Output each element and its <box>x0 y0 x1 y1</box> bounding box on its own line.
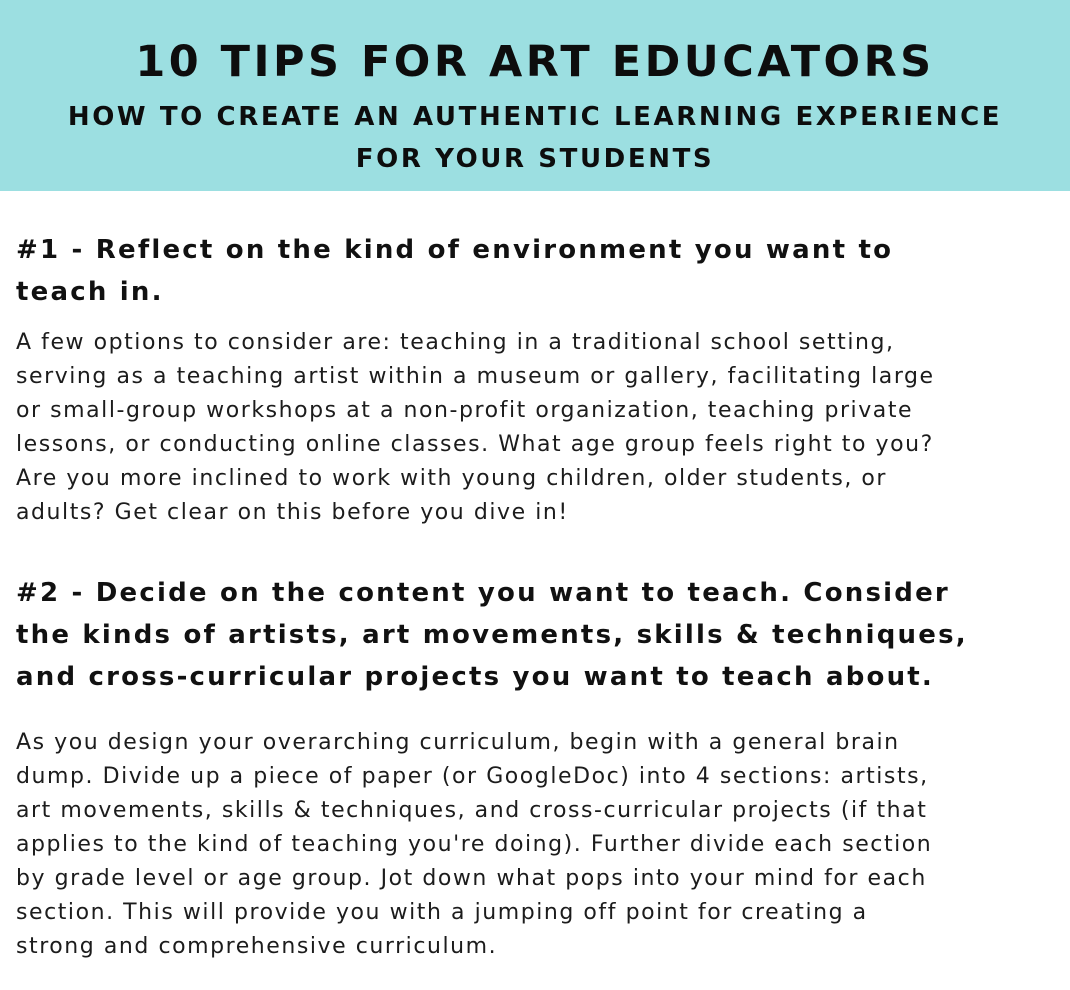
tip-body-line: As you design your overarching curriculum, begin with a general brain <box>16 730 900 755</box>
tip-body-line: dump. Divide up a piece of paper (or GoogleDoc) into 4 sections: artists, <box>16 764 929 789</box>
tip-body-line: adults? Get clear on this before you dive in! <box>16 500 569 525</box>
tip-heading-line: teach in. <box>16 277 164 307</box>
tip-body-line: serving as a teaching artist within a museum or gallery, facilitating large <box>16 364 935 389</box>
tip-body-line: by grade level or age group. Jot down what pops into your mind for each <box>16 866 927 891</box>
tip-body <box>16 326 1056 530</box>
tip-body <box>16 726 1056 964</box>
page-subtitle <box>0 96 1070 180</box>
tip-heading-line: and cross-curricular projects you want to teach about. <box>16 662 934 692</box>
tip-body-line: art movements, skills & techniques, and cross-curricular projects (if that <box>16 798 928 823</box>
tip-heading-line: the kinds of artists, art movements, skills & techniques, <box>16 620 968 650</box>
tip-body-line: strong and comprehensive curriculum. <box>16 934 498 959</box>
header-banner <box>0 0 1070 191</box>
tip-body-line: Are you more inclined to work with young children, older students, or <box>16 466 888 491</box>
tip-heading-line: #2 - Decide on the content you want to teach. Consider <box>16 578 950 608</box>
page-title: 10 TIPS FOR ART EDUCATORS <box>135 37 935 87</box>
tip-1 <box>16 229 1056 530</box>
tip-body-line: A few options to consider are: teaching in a traditional school setting, <box>16 330 895 355</box>
tip-heading <box>16 229 1056 313</box>
tip-2 <box>16 572 1056 964</box>
tip-body-line: section. This will provide you with a jumping off point for creating a <box>16 900 868 925</box>
tip-body-line: or small-group workshops at a non-profit organization, teaching private <box>16 398 914 423</box>
tip-heading <box>16 572 1056 698</box>
tip-heading-line: #1 - Reflect on the kind of environment you want to <box>16 235 894 265</box>
tip-body-line: applies to the kind of teaching you're doing). Further divide each section <box>16 832 933 857</box>
page-subtitle-line: FOR YOUR STUDENTS <box>355 144 715 174</box>
page-subtitle-line: HOW TO CREATE AN AUTHENTIC LEARNING EXPERIENCE <box>67 102 1003 132</box>
tip-body-line: lessons, or conducting online classes. What age group feels right to you? <box>16 432 934 457</box>
